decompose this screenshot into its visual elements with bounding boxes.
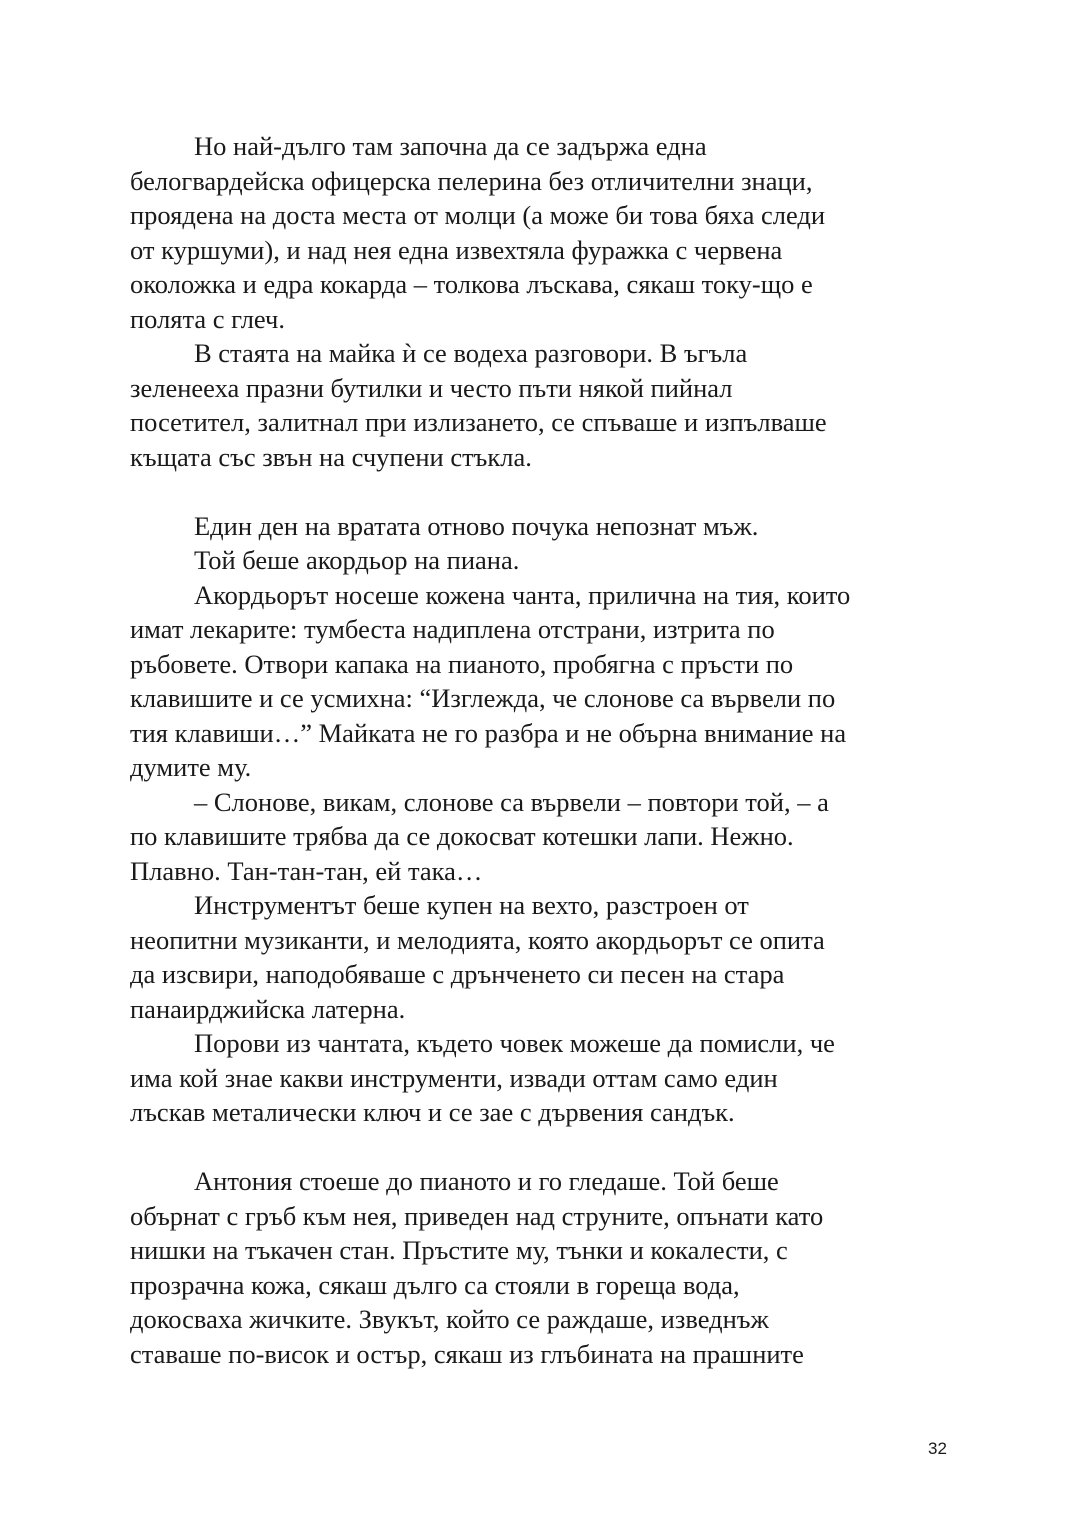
paragraph [130,578,950,785]
text-line: прозрачна кожа, сякаш дълго са стояли в гореща вода, [130,1269,740,1300]
text-line: белогвардейска офицерска пелерина без отличителни знаци, [130,165,813,196]
text-line: нишки на тъкачен стан. Пръстите му, тънки и кокалести, с [130,1235,788,1265]
text-line: Плавно. Тан-тан-тан, ей така… [130,855,483,886]
text-line: Един ден на вратата отново почука непознат мъж. [194,510,759,541]
text-line: Инструментът беше купен на вехто, разстроен от [194,890,749,920]
text-line: ръбовете. Отвори капака на пианото, пробягна с пръсти по [130,648,794,679]
text-line: В стаята на майка ѝ се водеха разговори. В ъгъла [194,338,748,368]
text-line: тия клавиши…” Майката не го разбра и не обърна внимание на [130,717,847,748]
paragraph [130,1026,950,1130]
text-line: има кой знае какви инструменти, извади оттам само един [130,1062,778,1093]
text-line: имат лекарите: тумбеста надиплена отстрани, изтрита по [130,614,775,644]
text-line: по клавишите трябва да се докосват котешки лапи. Нежно. [130,821,794,851]
text-line: Порови из чантата, където човек можеше да помисли, че [194,1028,835,1058]
text-line: полята с глеч. [130,303,285,334]
paragraph [130,1164,950,1371]
text-line: неопитни музиканти, и мелодията, която акордьорът се опита [130,924,825,955]
text-line: Той беше акордьор на пиана. [194,545,520,575]
text-line: да изсвири, наподобяваше с дрънченето си песен на стара [130,959,785,989]
text-line: лъскав металически ключ и се зае с дървения сандък. [130,1097,735,1127]
text-line: зеленееха празни бутилки и често пъти някой пийнал [130,372,733,403]
text-line: посетител, залитнал при излизането, се спъваше и изпълваше [130,407,827,437]
text-line: панаирджийска латерна. [130,993,406,1024]
text-line: Акордьорът носеше кожена чанта, прилична на тия, които [194,579,851,610]
paragraph [130,336,950,474]
text-line: думите му. [130,752,252,782]
paragraph-gap [130,474,950,509]
paragraph [130,129,950,336]
text-line: – Слонове, викам, слонове са вървели – повтори той, – а [194,786,829,817]
text-line: къщата със звън на счупени стъкла. [130,441,532,472]
paragraph [130,785,950,889]
text-line: ставаше по-висок и остър, сякаш из глъбината на прашните [130,1338,804,1369]
text-line: Но най-дълго там започна да се задържа една [194,131,707,161]
text-line: проядена на доста места от молци (а може би това бяха следи [130,200,826,230]
page-number: 32 [928,1439,947,1458]
text-line: обърнат с гръб към нея, приведен над струните, опънати като [130,1200,824,1231]
text-line: Антония стоеше до пианото и го гледаше. Той беше [194,1166,779,1196]
paragraph [130,888,950,1026]
text-line: докосваха жичките. Звукът, който се раждаше, изведнъж [130,1304,769,1334]
paragraph [130,543,950,578]
text-line: от куршуми), и над нея една извехтяла фуражка с червена [130,234,783,265]
text-line: клавишите и се усмихна: “Изглежда, че слонове са вървели по [130,683,836,713]
paragraph [130,509,950,544]
text-line: околожка и едра кокарда – толкова лъскава, сякаш току-що е [130,269,813,299]
body-text [130,129,950,1371]
paragraph-gap [130,1130,950,1165]
